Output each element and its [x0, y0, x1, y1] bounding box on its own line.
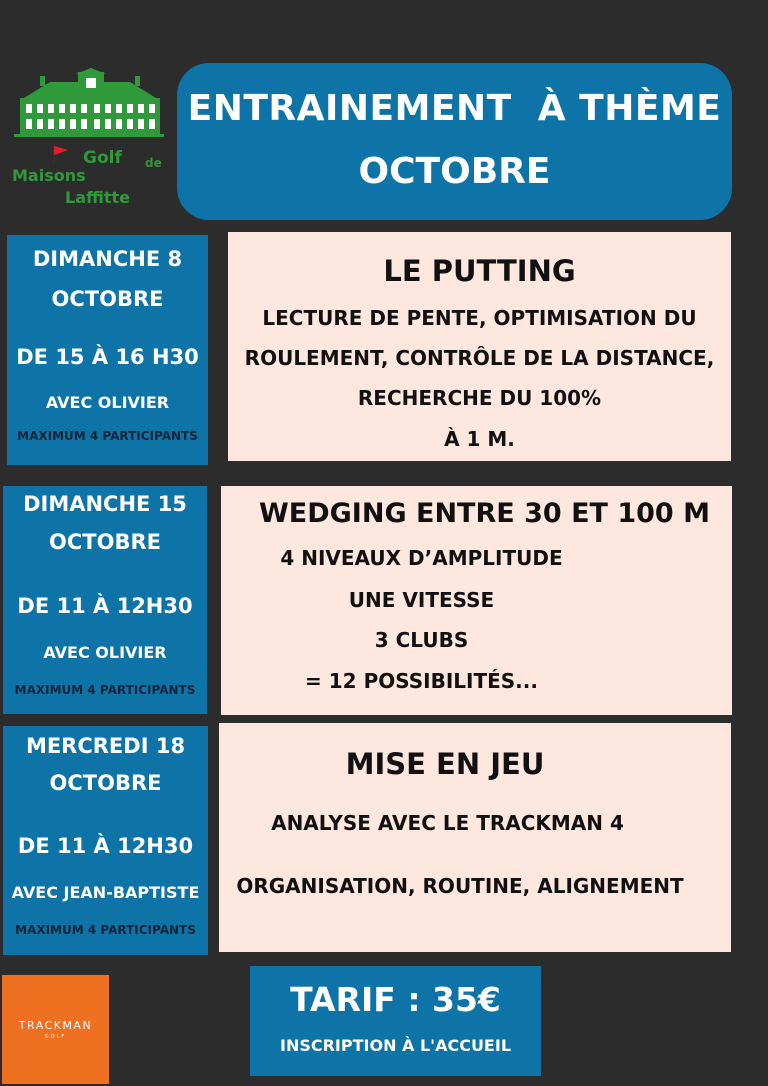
logo-laffitte-text: Laffitte	[65, 188, 130, 207]
session-capacity: MAXIMUM 4 PARTICIPANTS	[17, 429, 198, 443]
session-1-info	[7, 235, 208, 465]
golf-flag-icon	[50, 144, 72, 164]
signup-note: INSCRIPTION À L'ACCUEIL	[279, 1036, 512, 1055]
session-day: DIMANCHE 15	[23, 492, 187, 516]
theme-line: 3 CLUBS	[374, 628, 469, 652]
theme-line: LECTURE DE PENTE, OPTIMISATION DU	[262, 306, 697, 330]
session-coach: AVEC OLIVIER	[45, 393, 170, 412]
session-month: OCTOBRE	[51, 287, 164, 311]
club-logo	[10, 68, 170, 213]
theme-title: MISE EN JEU	[345, 747, 545, 781]
session-coach: AVEC OLIVIER	[43, 643, 167, 662]
logo-golf-text: Golf	[83, 148, 122, 168]
session-coach: AVEC JEAN-BAPTISTE	[11, 883, 200, 902]
theme-line: ROULEMENT, CONTRÔLE DE LA DISTANCE,	[244, 346, 715, 370]
trackman-sub: GOLF	[44, 1034, 67, 1040]
session-2-theme	[221, 486, 732, 715]
logo-maisons-text: Maisons	[12, 166, 86, 185]
price-box	[250, 966, 541, 1076]
session-month: OCTOBRE	[49, 771, 162, 795]
session-month: OCTOBRE	[49, 530, 161, 554]
session-1-theme	[228, 232, 731, 461]
clubhouse-icon	[10, 68, 170, 143]
logo-de-text: de	[145, 156, 162, 170]
session-day: DIMANCHE 8	[32, 247, 183, 271]
session-capacity: MAXIMUM 4 PARTICIPANTS	[14, 683, 196, 697]
theme-line: UNE VITESSE	[348, 588, 495, 612]
theme-line: À 1 M.	[444, 427, 515, 451]
theme-title: LE PUTTING	[383, 254, 576, 288]
theme-line: ANALYSE AVEC LE TRACKMAN 4	[271, 811, 624, 835]
title-line-1: ENTRAINEMENT À THÈME	[187, 87, 722, 129]
trackman-logo	[2, 975, 109, 1084]
title-line-2: OCTOBRE	[358, 150, 551, 192]
session-capacity: MAXIMUM 4 PARTICIPANTS	[15, 923, 196, 937]
session-3-theme	[219, 723, 731, 952]
session-time: DE 11 À 12H30	[17, 834, 194, 858]
page-title	[177, 63, 732, 220]
trackman-name: TRACKMAN	[18, 1019, 93, 1032]
theme-line: ORGANISATION, ROUTINE, ALIGNEMENT	[236, 874, 684, 898]
price-label: TARIF : 35€	[290, 980, 501, 1019]
theme-title: WEDGING ENTRE 30 ET 100 M	[259, 498, 710, 529]
session-time: DE 15 À 16 H30	[16, 345, 199, 369]
theme-line: RECHERCHE DU 100%	[357, 386, 602, 410]
session-time: DE 11 À 12H30	[17, 594, 193, 618]
session-day: MERCREDI 18	[25, 734, 186, 758]
theme-line: 4 NIVEAUX D’AMPLITUDE	[280, 546, 563, 570]
theme-line: = 12 POSSIBILITÉS...	[305, 669, 538, 693]
